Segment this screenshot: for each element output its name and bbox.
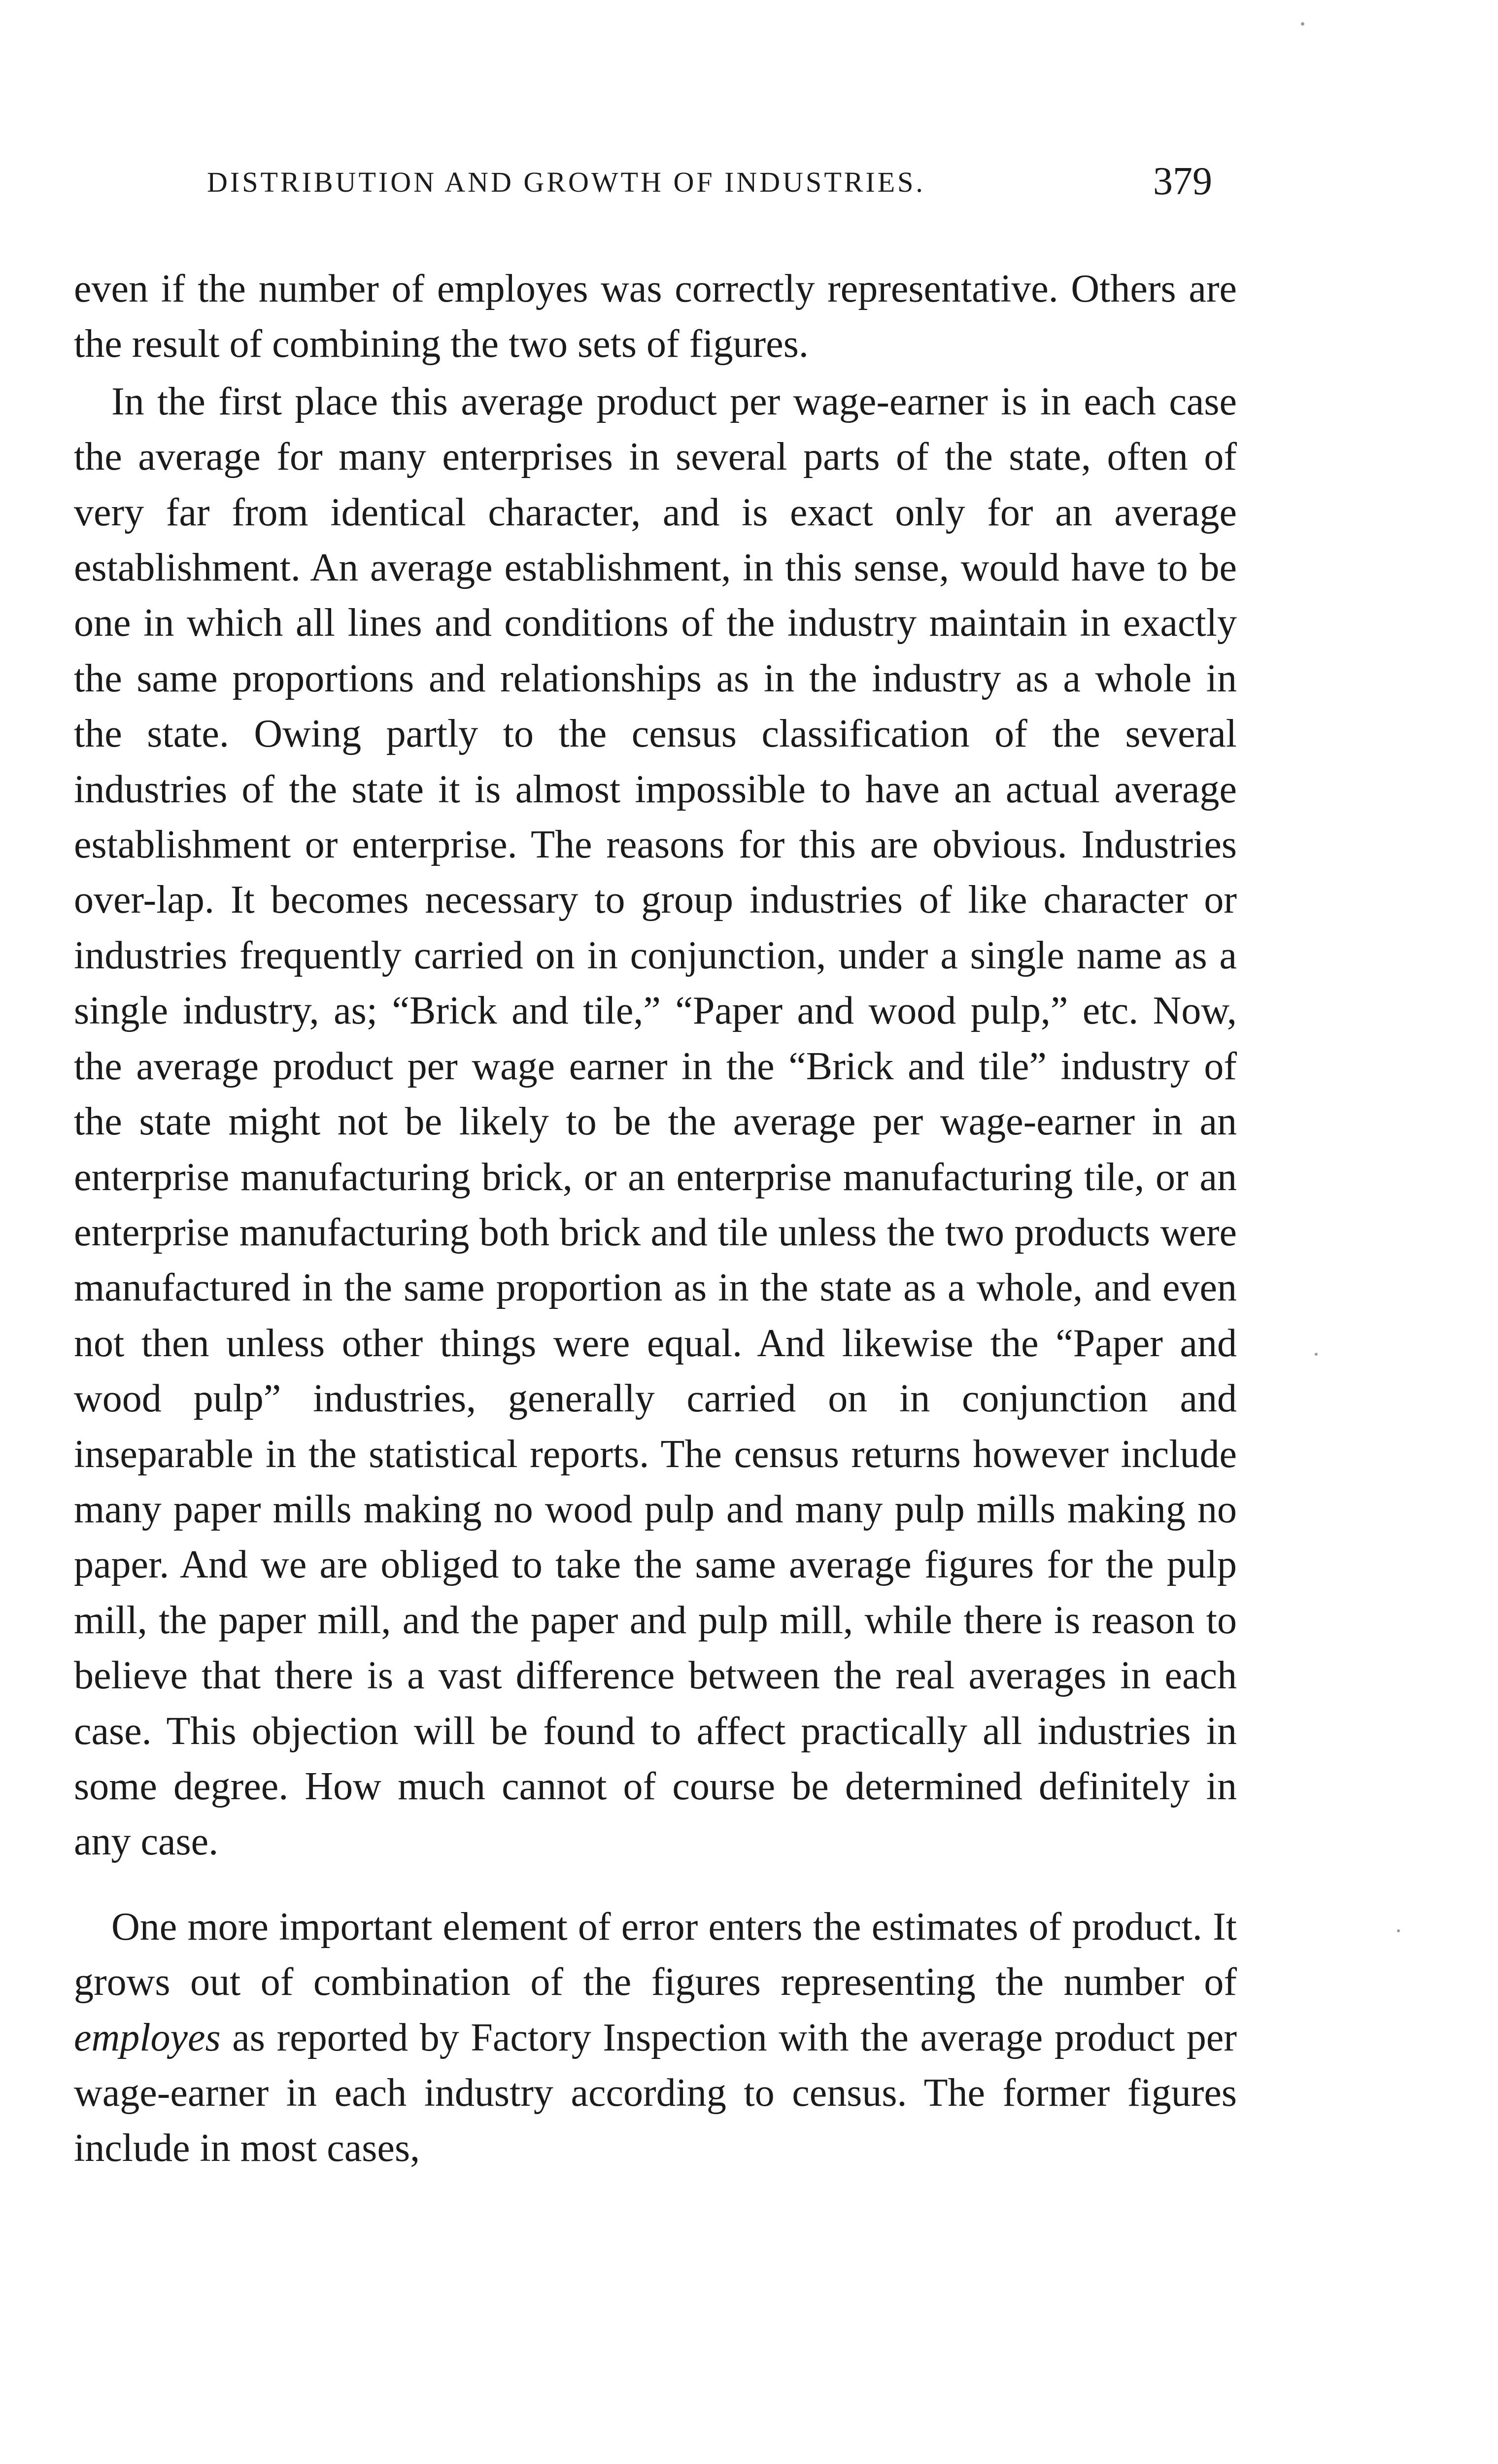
italic-term: employes	[74, 2016, 221, 2059]
paragraph-element-of-error	[74, 1899, 1237, 2176]
page-number: 379	[1153, 160, 1212, 203]
scan-speck	[1301, 22, 1304, 26]
paragraph-continuation: even if the number of employes was correctly representative. Others are the result of combining the two sets of figures.	[74, 267, 1237, 366]
scan-speck	[1397, 1929, 1400, 1932]
body-text	[74, 261, 1237, 2176]
running-head: DISTRIBUTION AND GROWTH OF INDUSTRIES.	[207, 166, 925, 198]
paragraph-text-start: One more important element of error enters the estimates of product. It grows out of combination of the figures representing the number of	[74, 1905, 1237, 2004]
paragraph-text-end: as reported by Factory Inspection with the average product per wage-earner in each industry according to census. The former figures include in most cases,	[74, 2016, 1237, 2170]
scan-speck	[1315, 1353, 1318, 1356]
paragraph-average-product: In the first place this average product per wage-earner is in each case the average for many enterprises in several parts of the state, often of very far from identical character, and is exact only for an average establishment. An average establishment, in this sense, would have to be one in which all lines and conditions of the industry maintain in exactly the same proportions and relationships as in the industry as a whole in the state. Owing partly to the census classification of the several industries of the state it is almost impossible to have an actual average establishment or enterprise. The reasons for this are obvious. Industries over-lap. It becomes necessary to group industries of like character or industries frequently carried on in conjunction, under a single name as a single industry, as; “Brick and tile,” “Paper and wood pulp,” etc. Now, the average product per wage earner in the “Brick and tile” industry of the state might not be likely to be the average per wage-earner in an enterprise manufacturing brick, or an enterprise manufacturing tile, or an enterprise manufacturing both brick and tile unless the two products were manufactured in the same proportion as in the state as a whole, and even not then unless other things were equal. And likewise the “Paper and wood pulp” industries, generally carried on in conjunction and inseparable in the statistical reports. The census returns however include many paper mills making no wood pulp and many pulp mills making no paper. And we are obliged to take the same average figures for the pulp mill, the paper mill, and the paper and pulp mill, while there is reason to believe that there is a vast difference between the real averages in each case. This objection will be found to affect practically all industries in some degree. How much cannot of course be determined definitely in any case.	[74, 379, 1237, 1864]
